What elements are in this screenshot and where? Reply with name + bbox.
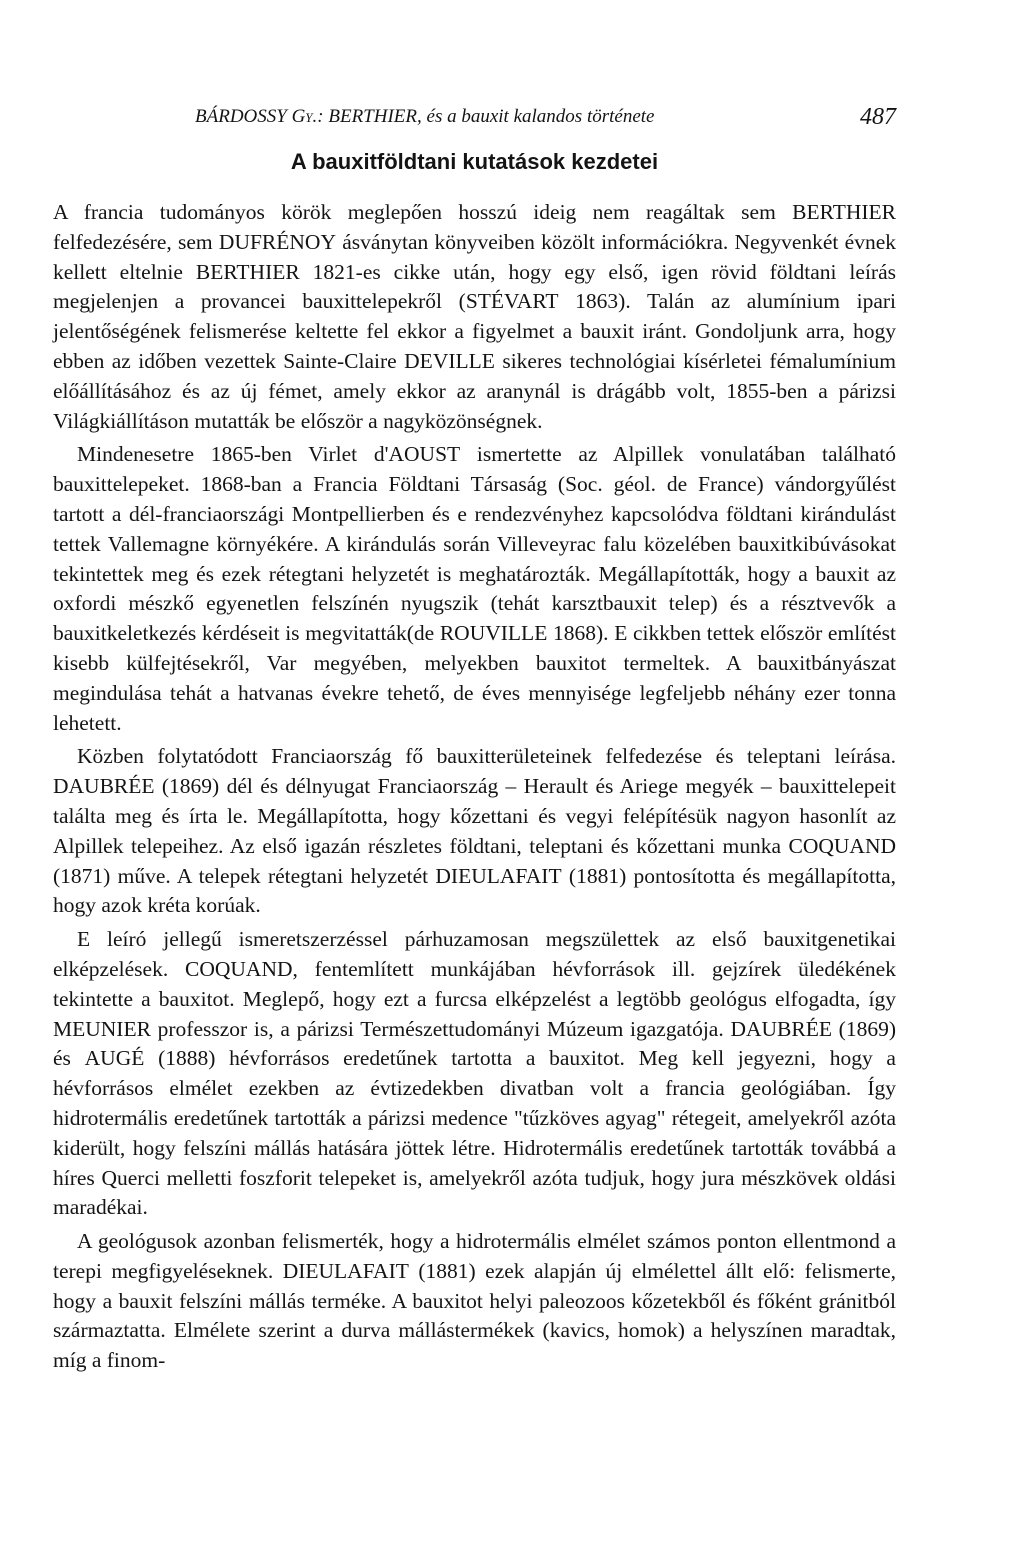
text-run: E leíró jellegű ismeretszerzéssel párhuzamosan megszülettek az első bauxitgenetikai elképzelések. (53, 927, 896, 981)
cited-author: DAUBRÉE (53, 774, 155, 799)
text-run: , fentemlített munkájában hévforrások ill. gejzírek üledékének tekintette a bauxitot. Meglepő, hogy ezt a furcsa elképzelést a legtöbb geológus elfogadta, így (53, 956, 896, 1011)
cited-author: ROUVILLE (439, 621, 548, 646)
text-run: 1868). E cikkben tettek először említést kisebb külfejtésekről, Var megyében, melyekben bauxitot termeltek. A bauxitbányászat megindulása tehát a hatvanas évekre tehető, de éves mennyisége legfeljebb néhány ezer tonna lehetett. (53, 621, 896, 735)
cited-author: AOUST (388, 442, 461, 467)
text-run: 1821-es cikke után, hogy egy első, igen rövid földtani leírás megjelenjen a provancei bauxittelepekről ( (53, 259, 896, 314)
paragraph (53, 440, 896, 738)
text-run: professzor is, a párizsi Természettudományi Múzeum igazgatója. (150, 1016, 731, 1041)
cited-author: AUGÉ (84, 1046, 145, 1071)
cited-author: COQUAND (185, 956, 293, 981)
running-head-title (195, 100, 654, 134)
page-number: 487 (860, 104, 896, 130)
cited-author: DIEULAFAIT (435, 863, 562, 888)
text-run: (1888) hévforrásos eredetűnek tartotta a bauxitot. Meg kell jegyezni, hogy a hévforrásos elmélet ezekben az évtizedekben divatban volt a francia geológiában. Így hidrotermális eredetűnek tartották a párizsi medence "tűzköves agyag" rétegeit, amelyekről azóta kiderült, hogy felszíni mállás hatására jöttek létre. Hidrotermális eredetűnek tartották továbbá a híres Querci melletti foszforit telepeket is, amelyekről azóta tudjuk, hogy jura mészkövek oldási maradékai. (53, 1046, 896, 1220)
text-run: A francia tudományos körök meglepően hosszú ideig nem reagáltak sem (53, 200, 793, 224)
cited-author: DAUBRÉE (730, 1016, 832, 1041)
running-head-subject: BERTHIER (328, 106, 418, 127)
section-title: A bauxitföldtani kutatások kezdetei (290, 149, 659, 174)
running-head-author: BÁRDOSSY Gy.: (195, 106, 324, 127)
cited-author: BERTHIER (792, 200, 896, 224)
text-run: (1881) ezek alapján új elmélettel állt elő: felismerte, hogy a bauxit felszíni mállás terméke. A bauxitot helyi paleozoos kőzetekből és főként gránitból származtatta. Elmélete szerint a durva mállástermékek (kavics, homok) a helyszínen maradtak, míg a finom- (53, 1258, 896, 1373)
cited-author: DUFRÉNOY (218, 229, 336, 254)
text-run: felfedezésére, sem (53, 229, 219, 254)
cited-author: STÉVART (465, 289, 559, 314)
cited-author: MEUNIER (53, 1016, 151, 1041)
cited-author: COQUAND (788, 833, 896, 858)
body-text (53, 198, 896, 1376)
text-run: Mindenesetre 1865-ben Virlet d' (77, 442, 389, 467)
text-run: (1869) dél és délnyugat Franciaország – Herault és Ariege megyék – bauxittelepeit találta meg és írta le. Megállapította, hogy kőzettani és vegyi felépítésük nagyon hasonlít az Alpillek telepeihez. Az első igazán részletes földtani, teleptani és kőzettani munka (53, 774, 896, 858)
text-run: A geológusok azonban felismerték, hogy a hidrotermális elmélet számos ponton ellentmond a terepi megfigyeléseknek. (53, 1229, 896, 1283)
cited-author: DEVILLE (404, 348, 495, 373)
paragraph (53, 198, 896, 436)
text-run: (1869) és (53, 1016, 896, 1071)
text-run: 1863). Talán az alumínium ipari jelentőségének felismerése keltette fel ekkor a figyelmet a bauxit iránt. Gondoljunk arra, hogy ebben az időben vezettek Sainte-Claire (53, 289, 896, 373)
running-head (53, 100, 896, 134)
text-run: ismertette az Alpillek vonulatában található bauxittelepeket. 1868-ban a Francia Földtani Társaság (Soc. géol. de France) vándorgyűlést tartott a dél-franciaországi Montpellierben és e rendezvényhez kapcsolódva földtani kirándulást tettek Vallemagne környékére. A kirándulás során Villeveyrac falu közelében bauxitkibúvásokat tekintettek meg és ezek rétegtani helyzetét is meghatározták. Megállapították, hogy a bauxit az oxfordi mészkő egyenetlen felszínén nyugszik (tehát karsztbauxit telep) és a résztvevők a bauxitkeletkezés kérdéseit is megvitatták(de (53, 442, 896, 646)
text-run: Közben folytatódott Franciaország fő bauxitterületeinek felfedezése és teleptani leírása. (77, 744, 896, 769)
cited-author: DIEULAFAIT (282, 1258, 409, 1283)
paragraph (53, 742, 896, 921)
paragraph (53, 925, 896, 1223)
running-head-title-rest: , és a bauxit kalandos története (417, 106, 655, 127)
cited-author: BERTHIER (195, 259, 300, 284)
paragraph (53, 1227, 896, 1376)
text-run: (1871) műve. A telepek rétegtani helyzetét (53, 863, 436, 888)
text-run: sikeres technológiai kísérletei fémalumínium előállításához és az új fémet, amely ekkor az aranynál is drágább volt, 1855-ben a párizsi Világkiállításon mutatták be először a nagyközönségnek. (53, 348, 896, 433)
text-run: (1881) pontosította és megállapította, hogy azok kréta korúak. (53, 863, 896, 918)
text-run: ásványtan könyveiben közölt információkra. Negyvenkét évnek kellett eltelnie (53, 229, 896, 284)
book-page (53, 100, 896, 1380)
